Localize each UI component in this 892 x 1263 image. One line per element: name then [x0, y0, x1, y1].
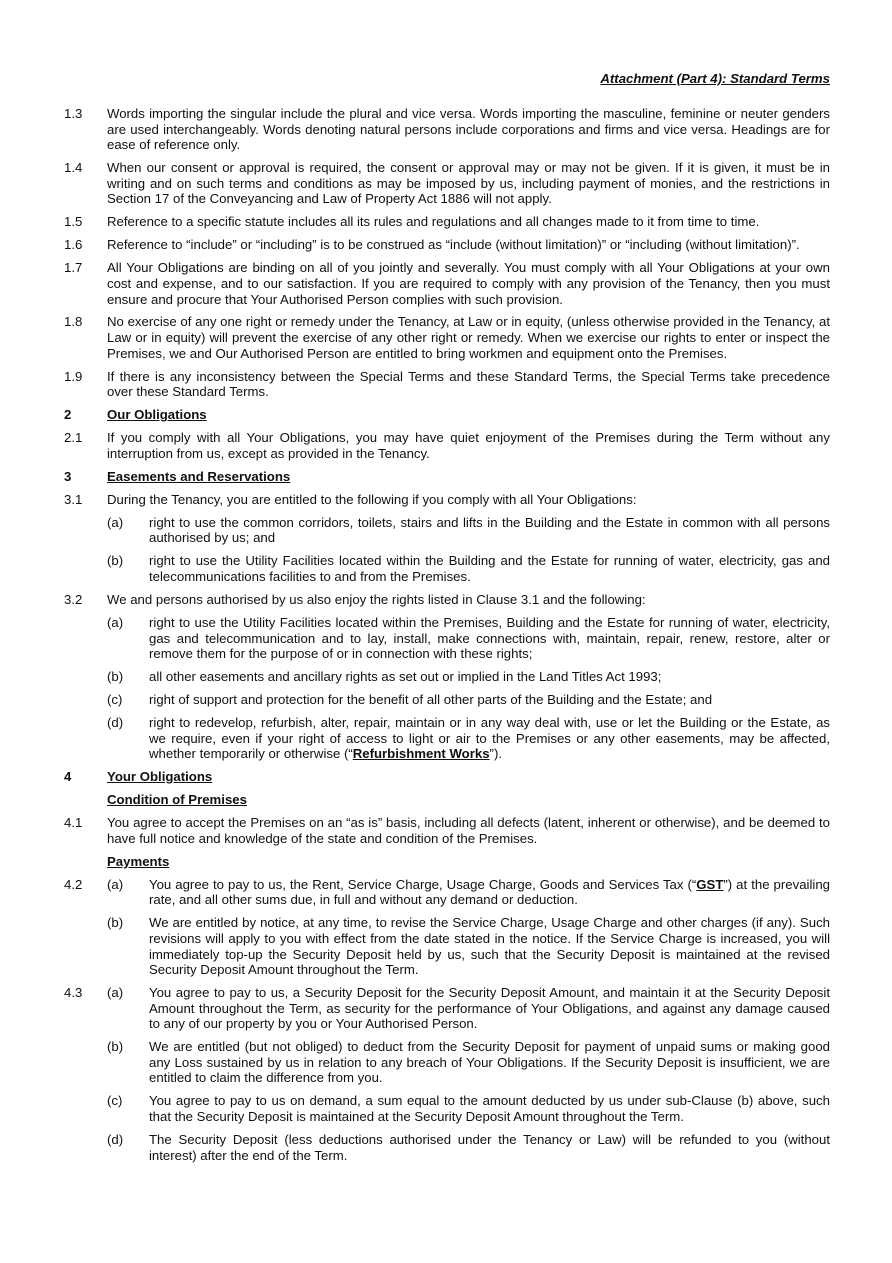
- clause-number: 1.9: [64, 368, 83, 384]
- clause-3-1: [0, 492, 892, 508]
- clause-number: 4.3: [64, 985, 83, 1001]
- clause-3-1-a: [0, 515, 892, 546]
- subclause-label: (b): [107, 553, 124, 569]
- clause-1-5: [0, 214, 892, 230]
- section-number: 3: [64, 468, 72, 484]
- clause-number: 1.4: [64, 160, 83, 176]
- subheading-payments: Payments: [107, 853, 170, 869]
- clause-1-6: [0, 237, 892, 253]
- clause-4-1: [0, 815, 892, 846]
- clause-4-3-c: [0, 1093, 892, 1124]
- subclause-text: right of support and protection for the benefit of all other parts of the Building and the Estate; and: [149, 692, 713, 708]
- clause-3-2-b: [0, 669, 892, 685]
- clause-3-2: [0, 592, 892, 608]
- clause-4-3-d: [0, 1132, 892, 1163]
- clause-3-1-b: [0, 553, 892, 584]
- clause-text: Reference to a specific statute includes all its rules and regulations and all changes made to it from time to time.: [107, 214, 760, 230]
- clause-number: 4.1: [64, 815, 83, 831]
- subclause-label: (a): [107, 514, 124, 530]
- clause-number: 4.2: [64, 876, 83, 892]
- clause-text: If there is any inconsistency between the Special Terms and these Standard Terms, the Special Terms take precedence over these Standard Terms.: [107, 368, 830, 400]
- clause-text: We and persons authorised by us also enjoy the rights listed in Clause 3.1 and the following:: [107, 591, 646, 607]
- clause-1-7: [0, 260, 892, 307]
- subclause-text: right to use the Utility Facilities located within the Building and the Estate for running of water, electricity, gas and telecommunications facilities to and from the Premises.: [149, 553, 830, 584]
- subclause-text: We are entitled by notice, at any time, to revise the Service Charge, Usage Charge and other charges (if any). Such revisions will apply to you with effect from the date stated in the notice. If the Service Charge is increased, you will immediately top-up the Security Deposit held by us, such that the Security Deposit is maintained at the revised Security Deposit Amount throughout the Term.: [149, 915, 830, 978]
- subclause-text: right to use the Utility Facilities located within the Premises, Building and the Estate for running of water, electricity, gas and telecommunication and to lay, install, make connections with, maintain, repair, renew, restore, alter or remove them for the purpose of or in connection with these rights;: [149, 614, 830, 662]
- subclause-text: [149, 877, 830, 908]
- clause-text: You agree to accept the Premises on an “as is” basis, including all defects (latent, inherent or otherwise), and be deemed to have full notice and knowledge of the state and condition of the Premises.: [107, 815, 830, 846]
- clause-3-2-d: [0, 715, 892, 762]
- subheading-condition-of-premises: Condition of Premises: [107, 792, 247, 808]
- clause-text: Reference to “include” or “including” is to be construed as “include (without limitation)” or “including (without limitation)”.: [107, 237, 800, 253]
- clause-4-3-b: [0, 1039, 892, 1086]
- subclause-text-start: right to redevelop, refurbish, alter, repair, maintain or in any way deal with, use or let the Building or the Estate, as we require, even if your right of access to light or air to the Premises or any other easements, may be affected, whether temporarily or otherwise (“: [149, 715, 830, 762]
- clause-number: 2.1: [64, 430, 83, 446]
- section-heading-2: [0, 407, 892, 423]
- clause-1-9: [0, 369, 892, 400]
- clause-number: 1.5: [64, 214, 83, 230]
- section-heading-3: [0, 469, 892, 485]
- subclause-label: (d): [107, 715, 124, 731]
- subclause-text: We are entitled (but not obliged) to deduct from the Security Deposit for payment of unpaid sums or making good any Loss sustained by us in relation to any breach of Your Obligations. If the Security Deposit is insufficient, we are entitled to claim the difference from you.: [149, 1039, 830, 1086]
- clause-3-2-c: [0, 692, 892, 708]
- section-number: 2: [64, 407, 72, 423]
- subclause-text-end: ”) at the prevailing rate, and all other sums due, in full and without any demand or deduction.: [149, 876, 830, 908]
- subclause-text-start: You agree to pay to us, the Rent, Service Charge, Usage Charge, Goods and Services Tax (“: [149, 876, 697, 892]
- subclause-label: (a): [107, 614, 124, 630]
- clause-text: When our consent or approval is required, the consent or approval may or may not be given. If it is given, it must be in writing and on such terms and conditions as may be imposed by us, including payment of monies, and the restrictions in Section 17 of the Conveyancing and Law of Property Act 1886 will not apply.: [107, 160, 830, 207]
- section-title: Your Obligations: [107, 769, 213, 785]
- document-body: [0, 106, 892, 1171]
- section-title: Our Obligations: [107, 407, 207, 423]
- subclause-label: (a): [107, 876, 124, 892]
- defined-term: GST: [696, 876, 724, 892]
- clause-number: 1.8: [64, 314, 83, 330]
- subclause-text: all other easements and ancillary rights as set out or implied in the Land Titles Act 1993;: [149, 669, 662, 685]
- clause-text: If you comply with all Your Obligations, you may have quiet enjoyment of the Premises during the Term without any interruption from us, except as provided in the Tenancy.: [107, 430, 830, 461]
- section-number: 4: [64, 769, 72, 785]
- clause-number: 1.6: [64, 237, 83, 253]
- subclause-text: The Security Deposit (less deductions authorised under the Tenancy or Law) will be refunded to you (without interest) after the end of the Term.: [149, 1132, 830, 1163]
- defined-term: Refurbishment Works: [352, 746, 490, 762]
- clause-4-2-a: [0, 877, 892, 908]
- clause-number: 1.3: [64, 106, 83, 121]
- clause-4-2-b: [0, 915, 892, 977]
- clause-4-3-a: [0, 985, 892, 1032]
- clause-number: 3.2: [64, 591, 83, 607]
- clause-3-2-a: [0, 615, 892, 662]
- clause-text: No exercise of any one right or remedy under the Tenancy, at Law or in equity, (unless otherwise provided in the Tenancy, at Law or in equity) will prevent the exercise of any other right or remedy. When we exercise our rights to enter or inspect the Premises, we and Our Authorised Person are entitled to bring workmen and equipment onto the Premises.: [107, 314, 830, 361]
- subclause-text: right to use the common corridors, toilets, stairs and lifts in the Building and the Estate in common with all persons authorised by us; and: [149, 514, 830, 546]
- subclause-label: (d): [107, 1132, 124, 1148]
- subclause-label: (b): [107, 669, 124, 685]
- clause-1-4: [0, 160, 892, 207]
- clause-number: 3.1: [64, 491, 83, 507]
- clause-text: Words importing the singular include the plural and vice versa. Words importing the masculine, feminine or neuter genders are used interchangeably. Words denoting natural persons include corporations and firms and vice versa. Headings are for ease of reference only.: [107, 106, 830, 153]
- subclause-label: (b): [107, 1039, 124, 1055]
- subclause-text: [149, 715, 830, 762]
- subclause-label: (a): [107, 985, 124, 1001]
- subclause-text: You agree to pay to us on demand, a sum equal to the amount deducted by us under sub-Clause (b) above, such that the Security Deposit is maintained at the Security Deposit Amount throughout the Term.: [149, 1093, 830, 1125]
- clause-2-1: [0, 430, 892, 461]
- clause-1-3: [0, 106, 892, 153]
- clause-text: All Your Obligations are binding on all of you jointly and severally. You must comply with all Your Obligations at your own cost and expense, and to our satisfaction. If you are required to comply with any provision of the Tenancy, then you must ensure and procure that Your Authorised Person complies with such provision.: [107, 260, 830, 307]
- subclause-text: You agree to pay to us, a Security Deposit for the Security Deposit Amount, and maintain it at the Security Deposit Amount throughout the Term, as security for the performance of Your Obligations, and against any damage caused to any of our property by you or Your Authorised Person.: [149, 985, 830, 1032]
- clause-number: 1.7: [64, 260, 83, 276]
- subclause-text-end: ”).: [489, 746, 502, 762]
- subclause-label: (b): [107, 915, 124, 931]
- section-title: Easements and Reservations: [107, 468, 291, 484]
- subclause-label: (c): [107, 692, 123, 708]
- page-header: Attachment (Part 4): Standard Terms: [600, 71, 830, 86]
- clause-text: During the Tenancy, you are entitled to the following if you comply with all Your Obligations:: [107, 491, 637, 507]
- section-heading-4: [0, 769, 892, 785]
- clause-1-8: [0, 314, 892, 361]
- subclause-label: (c): [107, 1093, 123, 1109]
